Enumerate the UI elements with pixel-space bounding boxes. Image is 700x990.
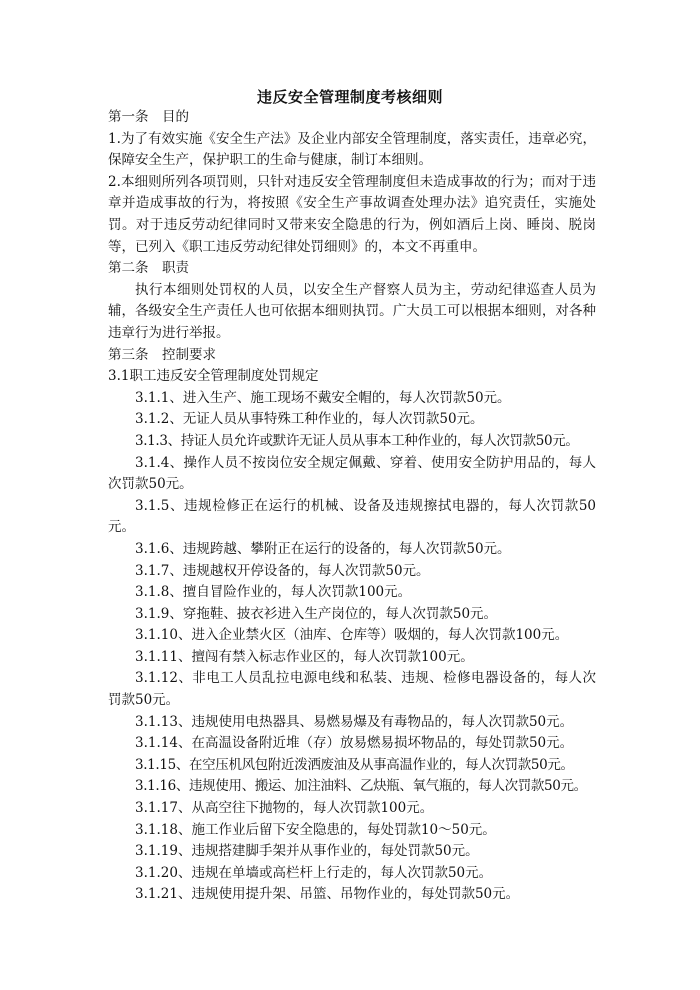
rule-item: 3.1.17、从高空往下抛物的，每人次罚款100元。	[135, 800, 434, 817]
rule-item: 3.1.18、施工作业后留下安全隐患的，每处罚款10～50元。	[135, 821, 496, 838]
rule-item: 3.1.19、违规搭建脚手架并从事作业的，每处罚款50元。	[135, 843, 479, 860]
rule-item: 3.1.8、擅自冒险作业的，每人次罚款100元。	[135, 584, 412, 601]
article-2-heading: 第二条 职责	[108, 260, 189, 277]
rule-item: 3.1.6、违规跨越、攀附正在运行的设备的，每人次罚款50元。	[135, 540, 511, 557]
article-1-paragraph-1: 1.为了有效实施《安全生产法》及企业内部安全管理制度，落实责任，违章必究，保障安全生产，保护职工的生命与健康，制订本细则。	[108, 130, 596, 169]
rule-item: 3.1.16、违规使用、搬运、加注油料、乙炔瓶、氧气瓶的，每人次罚款50元。	[135, 778, 587, 795]
document-body	[108, 107, 596, 906]
rule-item: 3.1.7、违规越权开停设备的，每人次罚款50元。	[135, 562, 430, 579]
rule-item: 3.1.12、非电工人员乱拉电源电线和私装、违规、检修电器设备的，每人次罚款50元。	[108, 670, 596, 709]
rule-item: 3.1.5、违规检修正在运行的机械、设备及违规擦拭电器的，每人次罚款50元。	[108, 497, 596, 536]
article-2-paragraph-1: 执行本细则处罚权的人员，以安全生产督察人员为主，劳动纪律巡查人员为辅，各级安全生产责任人也可依据本细则执罚。广大员工可以根据本细则，对各种违章行为进行举报。	[108, 281, 596, 341]
rule-item: 3.1.1、进入生产、施工现场不戴安全帽的，每人次罚款50元。	[135, 389, 511, 406]
rule-item: 3.1.10、进入企业禁火区（油库、仓库等）吸烟的，每人次罚款100元。	[135, 627, 569, 644]
article-1-heading: 第一条 目的	[108, 109, 189, 125]
article-1-paragraph-2: 2.本细则所列各项罚则，只针对违反安全管理制度但未造成事故的行为；而对于违章并造成事故的行为，将按照《安全生产事故调查处理办法》追究责任，实施处罚。对于违反劳动纪律同时又带来安全隐患的行为，例如酒后上岗、睡岗、脱岗等，已列入《职工违反劳动纪律处罚细则》的，本文不再重申。	[108, 173, 596, 255]
rule-item: 3.1.3、持证人员允许或默许无证人员从事本工种作业的，每人次罚款50元。	[135, 432, 579, 449]
document-title: 违反安全管理制度考核细则	[256, 88, 443, 106]
rule-item: 3.1.4、操作人员不按岗位安全规定佩戴、穿着、使用安全防护用品的，每人次罚款50元。	[108, 454, 596, 493]
section-3-1-heading: 3.1职工违反安全管理制度处罚规定	[108, 368, 319, 385]
rule-item: 3.1.14、在高温设备附近堆（存）放易燃易损坏物品的，每处罚款50元。	[135, 735, 574, 752]
rule-item: 3.1.13、违规使用电热器具、易燃易爆及有毒物品的，每人次罚款50元。	[135, 713, 574, 730]
article-3-heading: 第三条 控制要求	[108, 346, 216, 363]
rule-item: 3.1.20、违规在单墙或高栏杆上行走的，每人次罚款50元。	[135, 864, 493, 881]
rule-item: 3.1.11、擅闯有禁入标志作业区的，每人次罚款100元。	[135, 648, 474, 665]
rule-item: 3.1.21、违规使用提升架、吊篮、吊物作业的，每处罚款50元。	[135, 886, 520, 903]
rule-item: 3.1.15、在空压机风包附近泼洒废油及从事高温作业的，每人次罚款50元。	[135, 756, 574, 773]
rule-item: 3.1.9、穿拖鞋、披衣衫进入生产岗位的，每人次罚款50元。	[135, 605, 498, 622]
rule-item: 3.1.2、无证人员从事特殊工种作业的，每人次罚款50元。	[135, 411, 484, 428]
